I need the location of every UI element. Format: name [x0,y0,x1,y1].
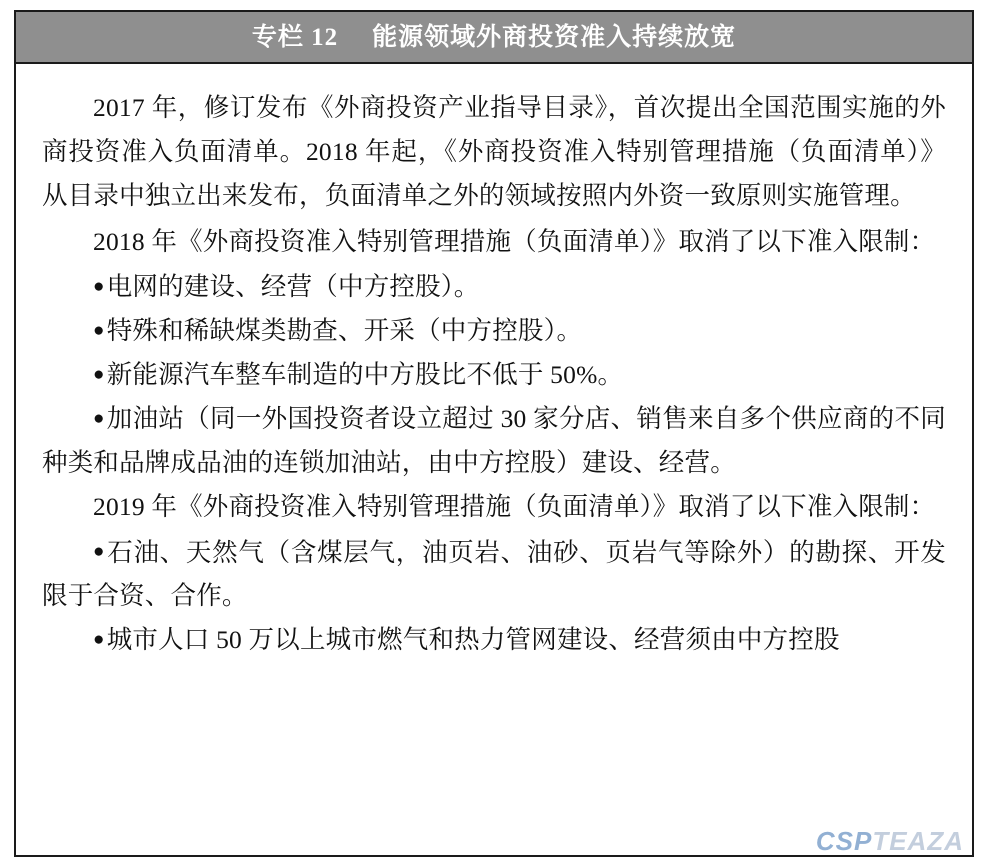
callout-header [16,12,972,64]
bullet-list-2019 [42,531,946,663]
callout-box [14,10,974,857]
list-item [42,265,946,309]
bullet-icon: ● [93,628,105,650]
paragraph-2019-intro: 2019 年《外商投资准入特别管理措施（负面清单）》取消了以下准入限制： [93,491,936,521]
bullet-icon: ● [93,363,105,385]
list-item-text: 电网的建设、经营（中方控股）。 [106,272,480,302]
list-item [42,531,946,619]
bullet-icon: ● [93,407,105,429]
callout-body [16,64,972,662]
watermark-text: TEAZA [872,826,964,856]
list-item-text: 城市人口 50 万以上城市燃气和热力管网建设、经营须由中方控股 [106,625,840,655]
list-item-text: 加油站（同一外国投资者设立超过 30 家分店、销售来自多个供应商的不同种类和品牌成品油的连锁加油站，由中方控股）建设、经营。 [42,404,946,477]
list-item [42,397,946,485]
list-item-text: 新能源汽车整车制造的中方股比不低于 50%。 [106,360,624,390]
list-item [42,353,946,397]
watermark-mark: CSP [815,826,873,856]
list-item-text: 特殊和稀缺煤类勘查、开采（中方控股）。 [106,316,583,346]
list-item [42,309,946,353]
callout-number-label: 专栏 12 [251,23,339,51]
bullet-list-2018 [42,265,946,484]
callout-title: 能源领域外商投资准入持续放宽 [372,23,737,51]
bullet-icon: ● [93,541,106,563]
list-item-text: 石油、天然气（含煤层气，油页岩、油砂、页岩气等除外）的勘探、开发限于合资、合作。 [42,537,946,611]
list-item [42,618,946,662]
paragraph-2017: 2017 年，修订发布《外商投资产业指导目录》，首次提出全国范围实施的外商投资准入负面清单。2018 年起，《外商投资准入特别管理措施（负面清单）》从目录中独立出来发布，负面清单之外的领域按照内外资一致原则实施管理。 [42,93,946,210]
paragraph-2018-intro: 2018 年《外商投资准入特别管理措施（负面清单）》取消了以下准入限制： [93,226,936,256]
bullet-icon: ● [93,319,105,341]
bullet-icon: ● [93,276,105,298]
